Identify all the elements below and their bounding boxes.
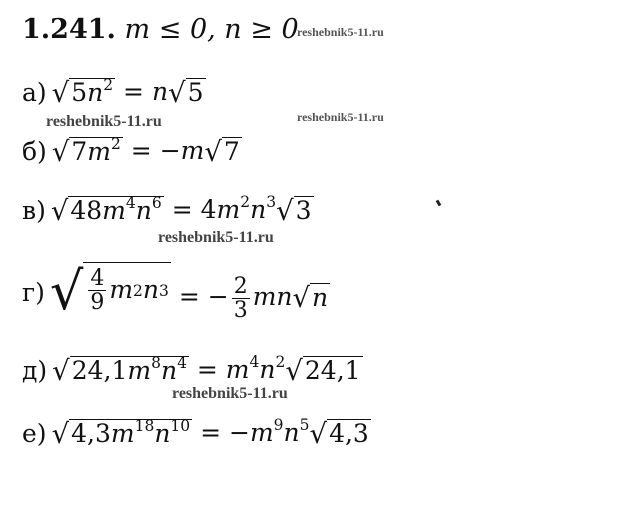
- watermark-row-v: reshebnik5-11.ru: [158, 229, 274, 246]
- item-label: д): [22, 355, 48, 385]
- item-equation: √ $48m^4n^6$ = $4m^2n^3$ √ 3: [50, 193, 312, 227]
- item-label: г): [22, 277, 45, 307]
- item-g: [22, 262, 330, 322]
- problem-heading: [22, 14, 299, 45]
- item-e: [22, 418, 371, 449]
- item-label: в): [22, 195, 46, 225]
- item-equation: √ $\frac{4}{9}$ m 2 n 3 = − $\frac{2}{3}$ mn √ n: [49, 261, 329, 323]
- stray-mark: [436, 200, 442, 207]
- item-a: [22, 77, 206, 108]
- item-label: а): [22, 77, 47, 107]
- item-equation: √ $4,3m^{18}n^{10}$ = $-m^9n^5$ √ 4,3: [51, 416, 369, 450]
- watermark-row-a-right: reshebnik5-11.ru: [297, 110, 384, 124]
- item-b: [22, 136, 242, 167]
- item-v: [22, 195, 314, 226]
- item-label: б): [22, 136, 47, 166]
- item-d: [22, 355, 363, 386]
- problem-condition: m ≤ 0, n ≥ 0: [124, 14, 299, 45]
- item-equation: √ $7m^2$ = −m √ 7: [51, 135, 240, 168]
- watermark-row-d: reshebnik5-11.ru: [172, 385, 288, 402]
- watermark-row-a-left: reshebnik5-11.ru: [46, 113, 162, 130]
- item-equation: √ $24,1m^8n^4$ = $m^4n^2$ √ 24,1: [52, 353, 361, 387]
- watermark-top: reshebnik5-11.ru: [297, 25, 384, 39]
- item-label: е): [22, 418, 47, 448]
- problem-number: 1.241.: [22, 14, 116, 45]
- item-equation: √ $5n^2$ = n √ 5: [51, 76, 204, 109]
